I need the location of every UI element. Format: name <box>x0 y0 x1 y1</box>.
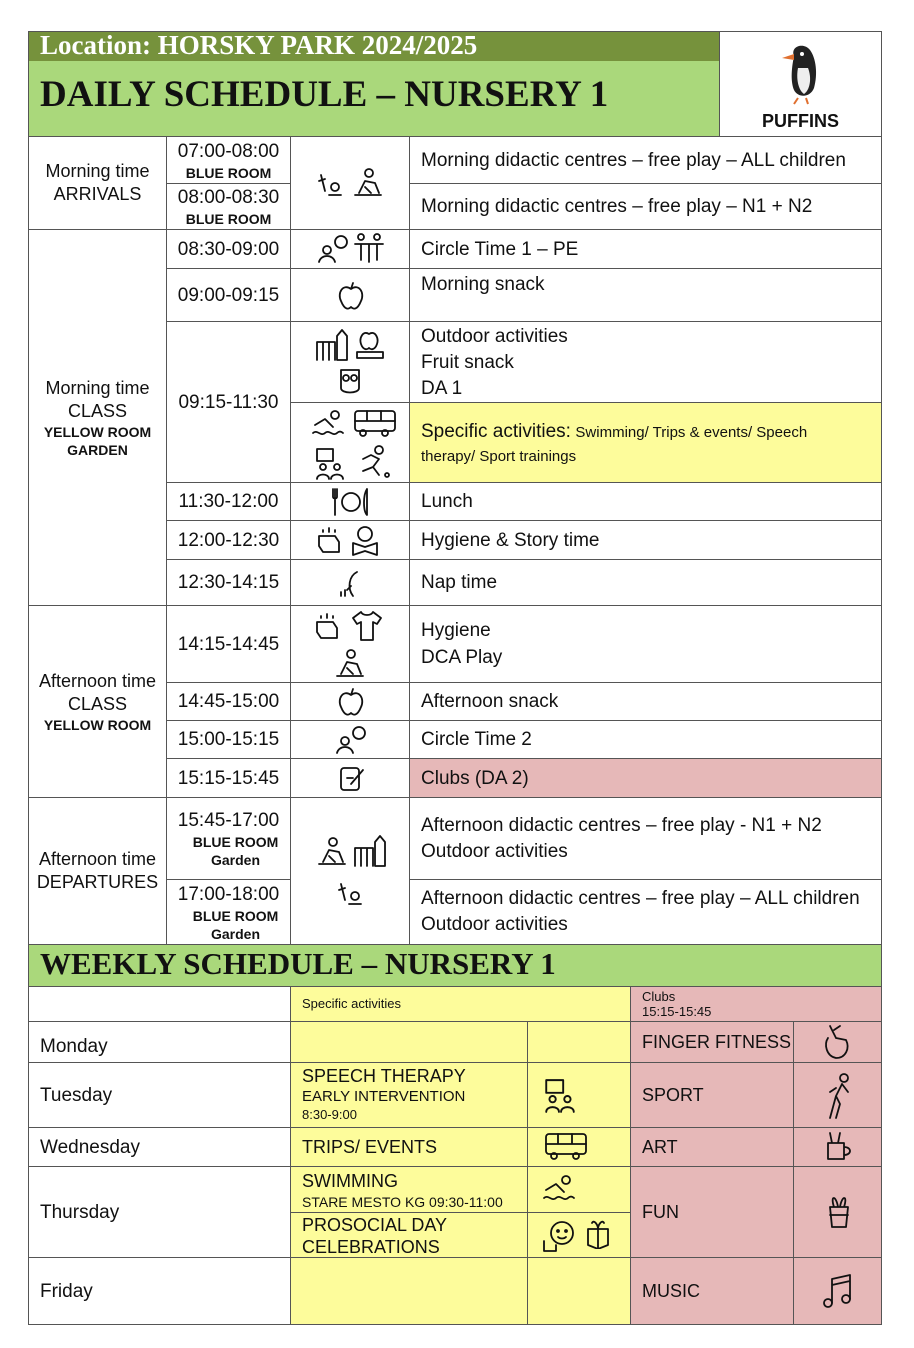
icon-cell <box>290 797 410 945</box>
activity-text: Nap time <box>421 572 498 593</box>
owl-icon <box>335 366 365 396</box>
playground-icon <box>315 328 349 362</box>
day-tuesday <box>28 1062 291 1128</box>
pe-group-icon <box>353 232 385 264</box>
time-note: Garden <box>210 925 260 942</box>
icon-cell <box>290 520 410 560</box>
period-arrivals <box>28 136 167 230</box>
activity-cell <box>409 136 882 184</box>
club-friday <box>630 1257 794 1325</box>
activity-cell <box>409 268 882 322</box>
activity-text: Hygiene & Story time <box>421 529 600 551</box>
activity-cell <box>409 183 882 230</box>
books-apple-icon <box>353 328 387 362</box>
club-tuesday-icon-cell <box>793 1062 882 1128</box>
time-note: Garden <box>210 852 260 868</box>
day-monday <box>28 1021 291 1063</box>
club-wednesday <box>630 1127 794 1167</box>
circle-time-icon <box>317 234 349 264</box>
wednesday-specific <box>290 1127 528 1167</box>
thursday-swimming <box>290 1166 528 1213</box>
hand-washing-icon <box>315 526 347 556</box>
day-label: Friday <box>40 1280 93 1302</box>
activity-sub: CELEBRATIONS <box>302 1237 440 1257</box>
swimming-icon <box>542 1174 576 1206</box>
celebration-face-icon <box>542 1219 576 1253</box>
clubs-activity-cell <box>409 758 882 798</box>
activity-time: 8:30-9:00 <box>302 1107 357 1122</box>
apple-icon <box>337 687 365 717</box>
wednesday-specific-icon <box>527 1127 631 1167</box>
clubs-header-text: Clubs <box>642 989 676 1004</box>
finger-heart-icon <box>822 1024 852 1060</box>
activity-cell <box>409 720 882 759</box>
activity-text: Clubs (DA 2) <box>421 767 529 789</box>
day-label: Tuesday <box>40 1084 113 1106</box>
time-cell <box>166 720 291 759</box>
time-cell <box>166 136 291 184</box>
activity-text: DA 1 <box>421 378 463 399</box>
class-badge <box>719 31 882 137</box>
icon-cell <box>290 559 410 606</box>
activity-text: Afternoon snack <box>421 691 559 712</box>
activity-text: Afternoon didactic centres – free play - N1 + N2 <box>421 814 822 836</box>
club-label: FINGER FITNESS <box>642 1031 792 1052</box>
gift-icon <box>584 1219 612 1249</box>
time-text: 08:00-08:30 <box>177 187 280 208</box>
child-playing-icon <box>335 876 367 908</box>
period-sub: CLASS <box>67 693 128 714</box>
day-label: Monday <box>40 1035 108 1057</box>
weekly-title: WEEKLY SCHEDULE – NURSERY 1 <box>40 946 556 981</box>
icon-cell <box>290 229 410 269</box>
activity-cell <box>409 605 882 683</box>
specific-header-text: Specific activities <box>302 996 401 1011</box>
period-room: YELLOW ROOM <box>43 423 152 440</box>
day-label: Thursday <box>40 1201 120 1223</box>
day-thursday <box>28 1166 291 1258</box>
running-icon <box>357 445 391 479</box>
period-departures <box>28 797 167 945</box>
weekly-title-banner <box>28 944 882 987</box>
club-activity-icon <box>337 764 367 794</box>
time-cell <box>166 321 291 483</box>
club-label: FUN <box>642 1201 679 1222</box>
period-name: Morning time <box>45 161 150 181</box>
activity-text: Circle Time 1 – PE <box>421 238 579 260</box>
activity-text: DCA Play <box>421 647 503 668</box>
period-sub: CLASS <box>67 400 128 421</box>
period-afternoon-class <box>28 605 167 798</box>
time-cell <box>166 682 291 721</box>
activity-title: TRIPS/ EVENTS <box>302 1136 438 1157</box>
time-text: 07:00-08:00 <box>177 140 280 162</box>
location-text: Location: HORSKY PARK 2024/2025 <box>40 30 478 60</box>
circle-time-icon <box>335 725 367 755</box>
tuesday-specific <box>290 1062 528 1128</box>
story-reading-icon <box>349 525 381 557</box>
playground-icon <box>353 834 387 868</box>
time-cell <box>166 797 291 880</box>
icon-cell <box>290 321 410 403</box>
swimming-icon <box>311 409 345 441</box>
activity-cell <box>409 559 882 606</box>
period-room: YELLOW ROOM <box>43 716 152 733</box>
activity-text: Afternoon didactic centres – free play – ALL children <box>421 888 860 909</box>
location-banner <box>28 31 720 61</box>
puffin-icon <box>772 38 832 106</box>
day-wednesday <box>28 1127 291 1167</box>
time-text: 15:15-15:45 <box>177 767 280 789</box>
icon-cell <box>290 605 410 683</box>
activity-title: SPEECH THERAPY <box>302 1066 466 1086</box>
specific-header <box>290 986 631 1022</box>
club-label: MUSIC <box>642 1280 700 1301</box>
thursday-prosocial <box>290 1212 528 1258</box>
club-label: SPORT <box>642 1084 704 1105</box>
icon-cell <box>290 402 410 483</box>
period-name: Morning time <box>45 377 150 398</box>
time-text: 11:30-12:00 <box>178 491 279 512</box>
activity-sub: EARLY INTERVENTION <box>302 1088 466 1105</box>
time-text: 12:30-14:15 <box>177 572 280 593</box>
monday-specific <box>290 1021 528 1063</box>
monday-specific-icon <box>527 1021 631 1063</box>
crawling-child-icon <box>315 836 349 868</box>
speech-therapy-icon <box>542 1078 578 1114</box>
thursday-swimming-icon <box>527 1166 631 1213</box>
club-thursday-icon-cell <box>793 1166 882 1258</box>
sleeping-icon <box>337 568 367 600</box>
friday-specific <box>290 1257 528 1325</box>
icon-cell <box>290 268 410 322</box>
class-name: PUFFINS <box>761 111 839 131</box>
club-wednesday-icon-cell <box>793 1127 882 1167</box>
time-text: 15:45-17:00 <box>177 810 280 831</box>
bus-icon <box>544 1132 588 1162</box>
time-cell <box>166 268 291 322</box>
activity-text: Morning didactic centres – free play – N1 + N2 <box>421 196 813 217</box>
activity-cell <box>409 520 882 560</box>
crawling-child-icon <box>333 648 367 680</box>
period-morning-class <box>28 229 167 606</box>
clubs-header <box>630 986 882 1022</box>
time-text: 09:15-11:30 <box>178 391 279 413</box>
hand-washing-icon <box>313 612 345 642</box>
time-cell <box>166 879 291 945</box>
time-cell <box>166 559 291 606</box>
tuesday-specific-icon <box>527 1062 631 1128</box>
time-text: 14:15-14:45 <box>177 633 280 655</box>
daily-title-banner <box>28 61 720 137</box>
time-text: 15:00-15:15 <box>177 729 280 750</box>
activity-cell <box>409 482 882 521</box>
bus-icon <box>353 409 397 439</box>
weekly-blank-header <box>28 986 291 1022</box>
club-monday <box>630 1021 794 1063</box>
club-thursday <box>630 1166 794 1258</box>
time-note: BLUE ROOM <box>185 211 272 227</box>
music-note-icon <box>822 1273 854 1309</box>
child-playing-icon <box>315 167 347 199</box>
specific-label: Specific activities: <box>421 421 571 442</box>
clubs-time-text: 15:15-15:45 <box>642 1004 712 1019</box>
time-note: BLUE ROOM <box>192 907 279 924</box>
activity-text: Morning didactic centres – free play – ALL children <box>421 149 846 171</box>
icon-cell <box>290 720 410 759</box>
time-text: 09:00-09:15 <box>177 284 280 306</box>
thursday-prosocial-icon <box>527 1212 631 1258</box>
time-note: BLUE ROOM <box>192 834 279 850</box>
time-note: BLUE ROOM <box>185 164 272 181</box>
activity-cell <box>409 229 882 269</box>
time-cell <box>166 605 291 683</box>
icon-cell <box>290 136 410 230</box>
icon-cell <box>290 758 410 798</box>
icon-cell <box>290 682 410 721</box>
activity-title: SWIMMING <box>302 1171 398 1191</box>
activity-text: Circle Time 2 <box>421 729 532 750</box>
time-cell <box>166 229 291 269</box>
time-cell <box>166 758 291 798</box>
time-text: 12:00-12:30 <box>177 529 280 551</box>
activity-text: Lunch <box>421 491 473 512</box>
specific-activities-cell <box>409 402 882 483</box>
activity-cell <box>409 879 882 945</box>
activity-text: Outdoor activities <box>421 840 568 862</box>
activity-text: Morning snack <box>421 274 545 295</box>
period-room: GARDEN <box>67 441 128 458</box>
crawling-child-icon <box>351 167 385 199</box>
time-cell <box>166 482 291 521</box>
club-tuesday <box>630 1062 794 1128</box>
activity-title: PROSOCIAL DAY <box>302 1215 448 1235</box>
plate-cutlery-icon <box>331 487 371 517</box>
specific-text: Swimming/ Trips & events/ Speech therapy/ Sport trainings <box>421 424 808 465</box>
exercise-icon <box>824 1072 854 1120</box>
speech-therapy-icon <box>313 447 347 481</box>
club-label: ART <box>642 1136 678 1157</box>
activity-text: Fruit snack <box>421 352 514 373</box>
period-name: Afternoon time <box>38 849 157 869</box>
club-friday-icon-cell <box>793 1257 882 1325</box>
activity-text: Hygiene <box>421 620 491 641</box>
clothes-icon <box>351 610 383 642</box>
club-monday-icon-cell <box>793 1021 882 1063</box>
time-cell <box>166 520 291 560</box>
activity-text: Outdoor activities <box>421 914 568 935</box>
period-sub: ARRIVALS <box>53 184 142 204</box>
activity-text: Outdoor activities <box>421 326 568 347</box>
period-sub: DEPARTURES <box>36 872 159 892</box>
time-cell <box>166 183 291 230</box>
activity-cell <box>409 797 882 880</box>
activity-sub: STARE MESTO KG 09:30-11:00 <box>302 1194 503 1210</box>
time-text: 17:00-18:00 <box>177 883 280 905</box>
day-friday <box>28 1257 291 1325</box>
friday-specific-icon <box>527 1257 631 1325</box>
time-text: 14:45-15:00 <box>177 691 280 712</box>
bunny-pot-icon <box>824 1193 854 1229</box>
time-text: 08:30-09:00 <box>177 238 280 260</box>
day-label: Wednesday <box>40 1136 140 1158</box>
icon-cell <box>290 482 410 521</box>
apple-icon <box>337 281 365 311</box>
activity-cell <box>409 321 882 403</box>
paint-cup-icon <box>824 1131 854 1163</box>
period-name: Afternoon time <box>38 670 157 691</box>
daily-title: DAILY SCHEDULE – NURSERY 1 <box>40 74 609 115</box>
activity-cell <box>409 682 882 721</box>
